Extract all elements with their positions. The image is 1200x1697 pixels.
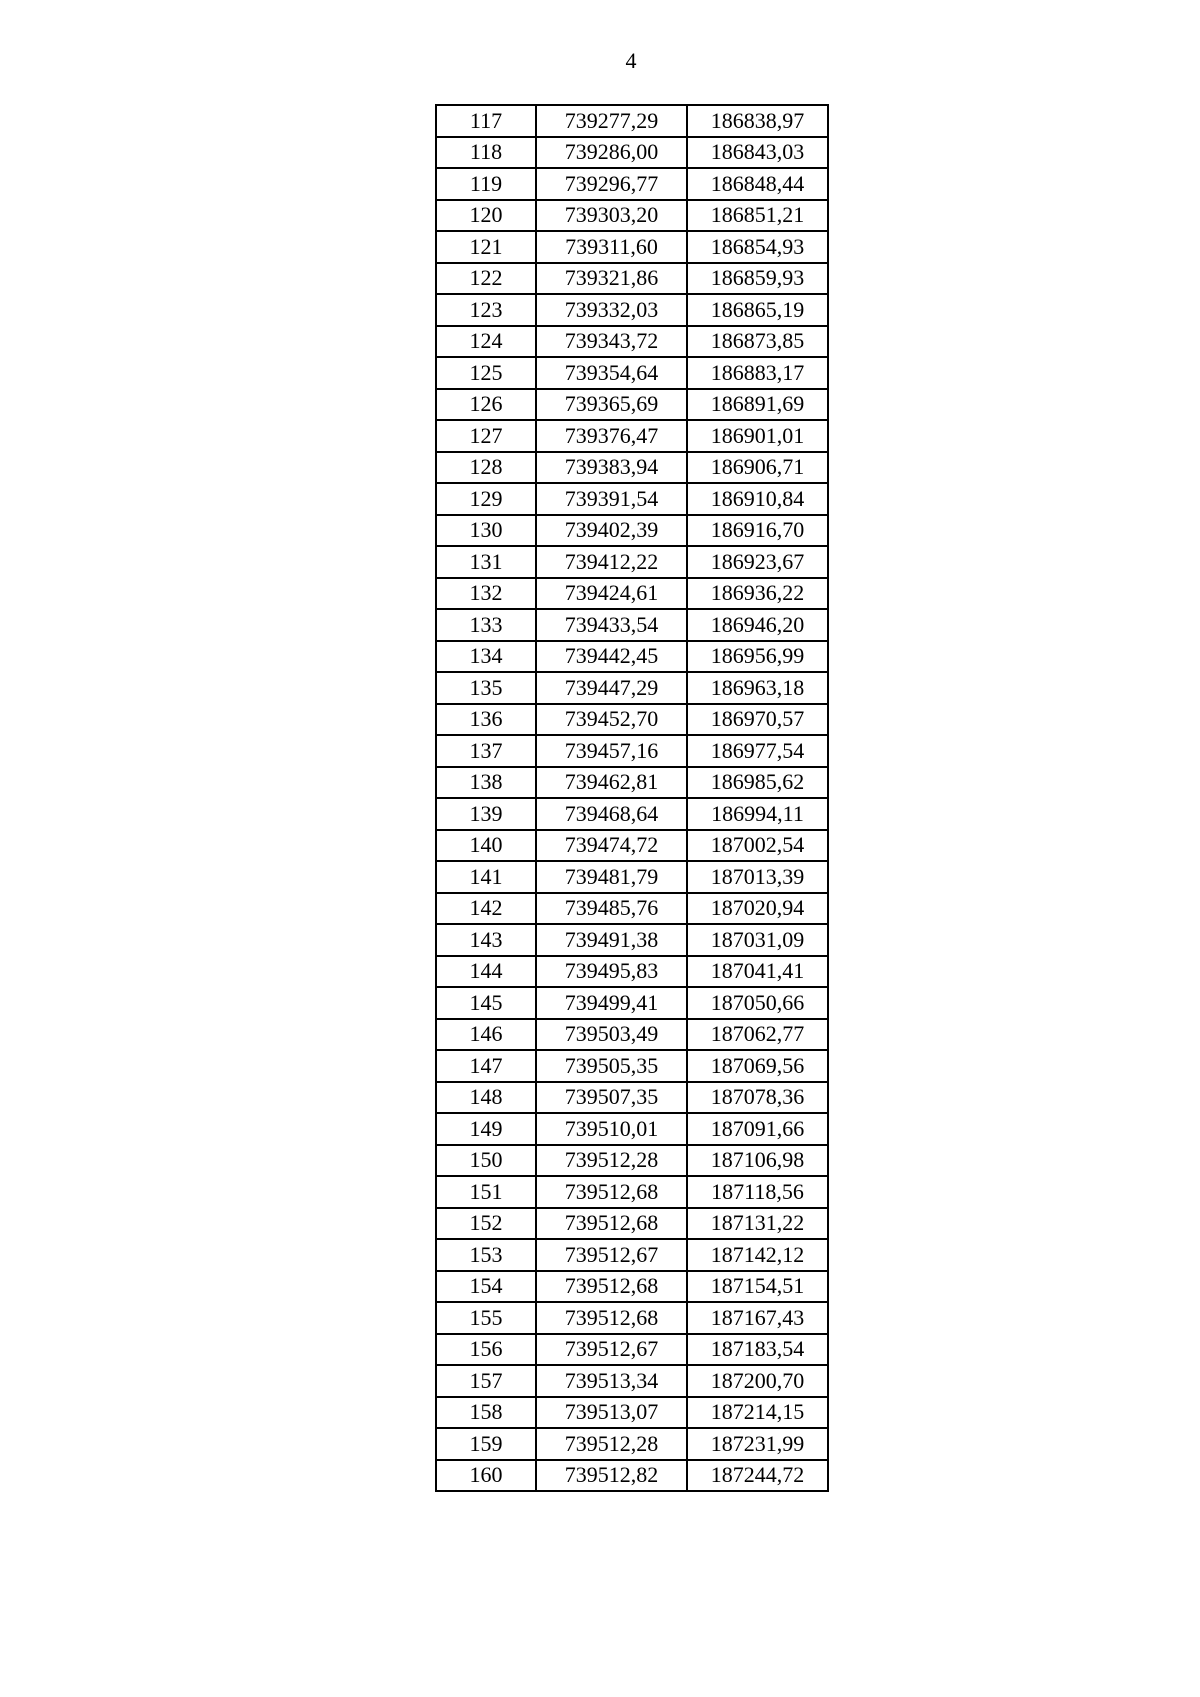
table-row xyxy=(436,389,828,421)
y-coordinate-cell: 187041,41 xyxy=(687,956,828,988)
y-coordinate-cell: 187183,54 xyxy=(687,1334,828,1366)
x-coordinate-cell: 739512,68 xyxy=(536,1208,687,1240)
point-number-cell: 129 xyxy=(436,483,536,515)
y-coordinate-cell: 186936,22 xyxy=(687,578,828,610)
table-row xyxy=(436,1050,828,1082)
y-coordinate-cell: 186985,62 xyxy=(687,767,828,799)
table-row xyxy=(436,452,828,484)
x-coordinate-cell: 739433,54 xyxy=(536,609,687,641)
y-coordinate-cell: 187069,56 xyxy=(687,1050,828,1082)
table-row xyxy=(436,1145,828,1177)
y-coordinate-cell: 187231,99 xyxy=(687,1428,828,1460)
point-number-cell: 142 xyxy=(436,893,536,925)
table-row xyxy=(436,735,828,767)
table-row xyxy=(436,1019,828,1051)
table-row xyxy=(436,1397,828,1429)
y-coordinate-cell: 187002,54 xyxy=(687,830,828,862)
y-coordinate-cell: 186873,85 xyxy=(687,326,828,358)
y-coordinate-cell: 186977,54 xyxy=(687,735,828,767)
y-coordinate-cell: 186963,18 xyxy=(687,672,828,704)
x-coordinate-cell: 739512,67 xyxy=(536,1334,687,1366)
y-coordinate-cell: 187214,15 xyxy=(687,1397,828,1429)
point-number-cell: 150 xyxy=(436,1145,536,1177)
point-number-cell: 121 xyxy=(436,231,536,263)
x-coordinate-cell: 739512,68 xyxy=(536,1176,687,1208)
point-number-cell: 126 xyxy=(436,389,536,421)
table-row xyxy=(436,956,828,988)
x-coordinate-cell: 739321,86 xyxy=(536,263,687,295)
x-coordinate-cell: 739503,49 xyxy=(536,1019,687,1051)
point-number-cell: 146 xyxy=(436,1019,536,1051)
x-coordinate-cell: 739412,22 xyxy=(536,546,687,578)
y-coordinate-cell: 187031,09 xyxy=(687,924,828,956)
x-coordinate-cell: 739311,60 xyxy=(536,231,687,263)
table-row xyxy=(436,704,828,736)
point-number-cell: 135 xyxy=(436,672,536,704)
table-row xyxy=(436,263,828,295)
x-coordinate-cell: 739383,94 xyxy=(536,452,687,484)
point-number-cell: 118 xyxy=(436,137,536,169)
point-number-cell: 124 xyxy=(436,326,536,358)
x-coordinate-cell: 739462,81 xyxy=(536,767,687,799)
x-coordinate-cell: 739512,67 xyxy=(536,1239,687,1271)
point-number-cell: 128 xyxy=(436,452,536,484)
y-coordinate-cell: 186848,44 xyxy=(687,168,828,200)
table-row xyxy=(436,420,828,452)
table-row xyxy=(436,137,828,169)
x-coordinate-cell: 739332,03 xyxy=(536,294,687,326)
point-number-cell: 160 xyxy=(436,1460,536,1492)
page-number: 4 xyxy=(625,48,637,73)
point-number-cell: 147 xyxy=(436,1050,536,1082)
x-coordinate-cell: 739296,77 xyxy=(536,168,687,200)
x-coordinate-cell: 739474,72 xyxy=(536,830,687,862)
y-coordinate-cell: 187106,98 xyxy=(687,1145,828,1177)
x-coordinate-cell: 739481,79 xyxy=(536,861,687,893)
table-row xyxy=(436,767,828,799)
point-number-cell: 159 xyxy=(436,1428,536,1460)
y-coordinate-cell: 186891,69 xyxy=(687,389,828,421)
y-coordinate-cell: 187020,94 xyxy=(687,893,828,925)
y-coordinate-cell: 186946,20 xyxy=(687,609,828,641)
point-number-cell: 127 xyxy=(436,420,536,452)
point-number-cell: 151 xyxy=(436,1176,536,1208)
point-number-cell: 119 xyxy=(436,168,536,200)
x-coordinate-cell: 739491,38 xyxy=(536,924,687,956)
y-coordinate-cell: 186851,21 xyxy=(687,200,828,232)
table-row xyxy=(436,231,828,263)
y-coordinate-cell: 187167,43 xyxy=(687,1302,828,1334)
table-row xyxy=(436,1208,828,1240)
y-coordinate-cell: 186859,93 xyxy=(687,263,828,295)
table-row xyxy=(436,168,828,200)
x-coordinate-cell: 739303,20 xyxy=(536,200,687,232)
x-coordinate-cell: 739447,29 xyxy=(536,672,687,704)
table-row xyxy=(436,987,828,1019)
y-coordinate-cell: 187062,77 xyxy=(687,1019,828,1051)
table-row xyxy=(436,326,828,358)
point-number-cell: 117 xyxy=(436,105,536,137)
x-coordinate-cell: 739512,28 xyxy=(536,1145,687,1177)
table-row xyxy=(436,105,828,137)
point-number-cell: 157 xyxy=(436,1365,536,1397)
y-coordinate-cell: 186970,57 xyxy=(687,704,828,736)
x-coordinate-cell: 739354,64 xyxy=(536,357,687,389)
point-number-cell: 125 xyxy=(436,357,536,389)
y-coordinate-cell: 186956,99 xyxy=(687,641,828,673)
y-coordinate-cell: 186910,84 xyxy=(687,483,828,515)
point-number-cell: 140 xyxy=(436,830,536,862)
point-number-cell: 143 xyxy=(436,924,536,956)
x-coordinate-cell: 739495,83 xyxy=(536,956,687,988)
point-number-cell: 133 xyxy=(436,609,536,641)
point-number-cell: 139 xyxy=(436,798,536,830)
x-coordinate-cell: 739376,47 xyxy=(536,420,687,452)
table-row xyxy=(436,1082,828,1114)
table-row xyxy=(436,483,828,515)
x-coordinate-cell: 739485,76 xyxy=(536,893,687,925)
point-number-cell: 131 xyxy=(436,546,536,578)
y-coordinate-cell: 186854,93 xyxy=(687,231,828,263)
x-coordinate-cell: 739343,72 xyxy=(536,326,687,358)
table-row xyxy=(436,1302,828,1334)
y-coordinate-cell: 187050,66 xyxy=(687,987,828,1019)
point-number-cell: 138 xyxy=(436,767,536,799)
x-coordinate-cell: 739277,29 xyxy=(536,105,687,137)
point-number-cell: 144 xyxy=(436,956,536,988)
y-coordinate-cell: 187013,39 xyxy=(687,861,828,893)
x-coordinate-cell: 739391,54 xyxy=(536,483,687,515)
x-coordinate-cell: 739452,70 xyxy=(536,704,687,736)
table-row xyxy=(436,830,828,862)
x-coordinate-cell: 739286,00 xyxy=(536,137,687,169)
table-row xyxy=(436,1428,828,1460)
x-coordinate-cell: 739499,41 xyxy=(536,987,687,1019)
point-number-cell: 149 xyxy=(436,1113,536,1145)
x-coordinate-cell: 739402,39 xyxy=(536,515,687,547)
x-coordinate-cell: 739512,28 xyxy=(536,1428,687,1460)
table-row xyxy=(436,515,828,547)
coordinates-table xyxy=(435,104,829,1492)
table-row xyxy=(436,1365,828,1397)
point-number-cell: 156 xyxy=(436,1334,536,1366)
table-row xyxy=(436,294,828,326)
x-coordinate-cell: 739424,61 xyxy=(536,578,687,610)
x-coordinate-cell: 739512,68 xyxy=(536,1271,687,1303)
x-coordinate-cell: 739513,34 xyxy=(536,1365,687,1397)
y-coordinate-cell: 187154,51 xyxy=(687,1271,828,1303)
table-row xyxy=(436,893,828,925)
point-number-cell: 141 xyxy=(436,861,536,893)
table-row xyxy=(436,1113,828,1145)
x-coordinate-cell: 739513,07 xyxy=(536,1397,687,1429)
x-coordinate-cell: 739457,16 xyxy=(536,735,687,767)
x-coordinate-cell: 739442,45 xyxy=(536,641,687,673)
table-row xyxy=(436,861,828,893)
x-coordinate-cell: 739512,68 xyxy=(536,1302,687,1334)
y-coordinate-cell: 186906,71 xyxy=(687,452,828,484)
y-coordinate-cell: 186923,67 xyxy=(687,546,828,578)
table-row xyxy=(436,609,828,641)
y-coordinate-cell: 187244,72 xyxy=(687,1460,828,1492)
point-number-cell: 153 xyxy=(436,1239,536,1271)
table-row xyxy=(436,546,828,578)
y-coordinate-cell: 187091,66 xyxy=(687,1113,828,1145)
point-number-cell: 158 xyxy=(436,1397,536,1429)
y-coordinate-cell: 186916,70 xyxy=(687,515,828,547)
x-coordinate-cell: 739510,01 xyxy=(536,1113,687,1145)
table-row xyxy=(436,798,828,830)
y-coordinate-cell: 186838,97 xyxy=(687,105,828,137)
point-number-cell: 155 xyxy=(436,1302,536,1334)
x-coordinate-cell: 739365,69 xyxy=(536,389,687,421)
table-row xyxy=(436,924,828,956)
point-number-cell: 134 xyxy=(436,641,536,673)
point-number-cell: 154 xyxy=(436,1271,536,1303)
y-coordinate-cell: 186994,11 xyxy=(687,798,828,830)
table-row xyxy=(436,1176,828,1208)
y-coordinate-cell: 187131,22 xyxy=(687,1208,828,1240)
point-number-cell: 120 xyxy=(436,200,536,232)
table-row xyxy=(436,1271,828,1303)
y-coordinate-cell: 186901,01 xyxy=(687,420,828,452)
point-number-cell: 132 xyxy=(436,578,536,610)
coordinates-table-body xyxy=(436,105,828,1491)
point-number-cell: 148 xyxy=(436,1082,536,1114)
table-row xyxy=(436,578,828,610)
point-number-cell: 130 xyxy=(436,515,536,547)
table-row xyxy=(436,200,828,232)
x-coordinate-cell: 739468,64 xyxy=(536,798,687,830)
x-coordinate-cell: 739512,82 xyxy=(536,1460,687,1492)
y-coordinate-cell: 187078,36 xyxy=(687,1082,828,1114)
table-row xyxy=(436,641,828,673)
table-row xyxy=(436,1334,828,1366)
y-coordinate-cell: 186883,17 xyxy=(687,357,828,389)
point-number-cell: 136 xyxy=(436,704,536,736)
x-coordinate-cell: 739507,35 xyxy=(536,1082,687,1114)
table-row xyxy=(436,1460,828,1492)
y-coordinate-cell: 186865,19 xyxy=(687,294,828,326)
point-number-cell: 123 xyxy=(436,294,536,326)
point-number-cell: 137 xyxy=(436,735,536,767)
point-number-cell: 145 xyxy=(436,987,536,1019)
table-row xyxy=(436,1239,828,1271)
y-coordinate-cell: 186843,03 xyxy=(687,137,828,169)
y-coordinate-cell: 187142,12 xyxy=(687,1239,828,1271)
table-row xyxy=(436,357,828,389)
point-number-cell: 152 xyxy=(436,1208,536,1240)
y-coordinate-cell: 187200,70 xyxy=(687,1365,828,1397)
y-coordinate-cell: 187118,56 xyxy=(687,1176,828,1208)
table-row xyxy=(436,672,828,704)
point-number-cell: 122 xyxy=(436,263,536,295)
x-coordinate-cell: 739505,35 xyxy=(536,1050,687,1082)
